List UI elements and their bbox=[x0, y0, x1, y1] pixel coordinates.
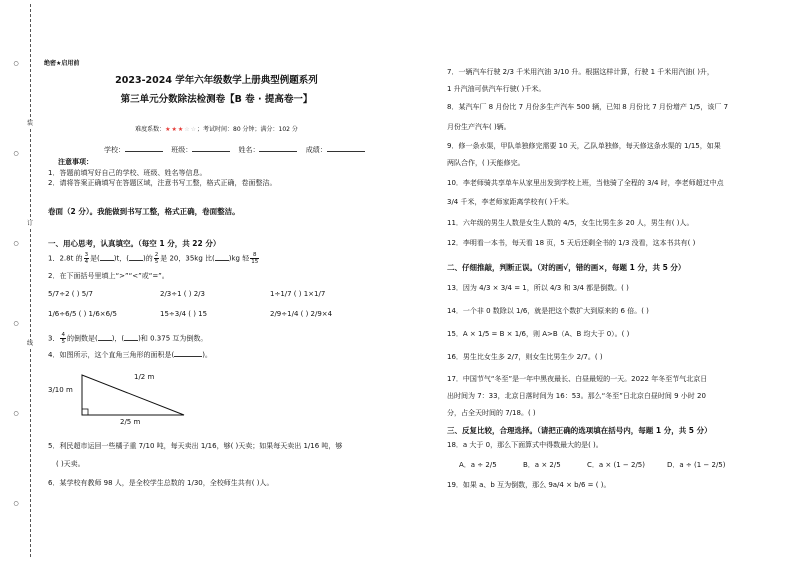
info-line bbox=[104, 145, 365, 155]
difficulty-stars: ★★★☆☆ bbox=[165, 126, 197, 133]
binding-circle: ○ bbox=[13, 60, 19, 67]
q2-item: 2/9÷1/4 ( ) 2/9×4 bbox=[270, 310, 333, 318]
paper-title: 2023-2024 学年六年级数学上册典型例题系列 bbox=[115, 75, 318, 86]
notes-title: 注意事项： bbox=[58, 158, 93, 166]
question-10-cont: 3/4 千米，李老师家距离学校有( )千米。 bbox=[447, 198, 574, 206]
paper-subtitle: 第三单元分数除法检测卷【B 卷 · 提高卷一】 bbox=[120, 94, 313, 105]
section2-title: 二、仔细推敲，判断正误。（对的画√，错的画×，每题 1 分，共 5 分） bbox=[447, 263, 686, 272]
note-item: 2．请将答案正确填写在答题区域，注意书写工整，格式正确，卷面整洁。 bbox=[48, 179, 277, 187]
question-8-cont: 月份生产汽车( )辆。 bbox=[447, 123, 511, 131]
time-score: ；考试时间：80 分钟；满分：102 分 bbox=[197, 126, 298, 133]
difficulty-line bbox=[44, 124, 389, 133]
binding-circle: ○ bbox=[13, 150, 19, 157]
q2-item: 2/3÷1 ( ) 2/3 bbox=[160, 290, 205, 298]
question-19: 19．如果 a、b 互为倒数，那么 9a/4 × b/6 = ( )。 bbox=[447, 481, 611, 489]
question-18: 18．a 大于 0，那么下面算式中得数最大的是( )。 bbox=[447, 441, 603, 449]
question-6: 6．某学校有教师 98 人，是全校学生总数的 1/30，全校师生共有( )人。 bbox=[48, 479, 274, 487]
difficulty-label: 难度系数： bbox=[135, 126, 166, 133]
q18-option-a: A．a ÷ 2/5 bbox=[459, 461, 497, 469]
binding-dashed-line bbox=[30, 4, 31, 557]
score-label: 成绩： bbox=[305, 146, 327, 154]
question-15: 15．A × 1/5 = B × 1/6，则 A>B（A、B 均大于 0）。( ) bbox=[447, 330, 630, 338]
binding-margin bbox=[0, 0, 42, 561]
question-17-cont: 出时间为 7：33，北京日落时间为 16：53。那么“冬至”日北京白昼时间 9 小时 20 bbox=[447, 392, 706, 400]
section1-title: 一、用心思考，认真填空。（每空 1 分，共 22 分） bbox=[48, 239, 221, 248]
binding-label-zhuang: 装 bbox=[24, 120, 36, 127]
question-4: 4．如图所示，这个直角三角形的面积是( )。 bbox=[48, 351, 212, 359]
q2-item: 15÷3/4 ( ) 15 bbox=[160, 310, 208, 318]
binding-circle: ○ bbox=[13, 320, 19, 327]
question-16: 16．男生比女生多 2/7，则女生比男生少 2/7。( ) bbox=[447, 353, 603, 361]
question-17: 17．中国节气“冬至”是一年中黑夜最长、白昼最短的一天。2022 年冬至节气北京日 bbox=[447, 375, 708, 383]
class-label: 班级： bbox=[171, 146, 193, 154]
question-14: 14．一个非 0 数除以 1/6，就是把这个数扩大到原来的 6 倍。( ) bbox=[447, 307, 649, 315]
q2-item: 5/7÷2 ( ) 5/7 bbox=[48, 290, 93, 298]
question-5: 5．利民超市运回一些橘子重 7/10 吨，每天卖出 1/16，够( )天卖；如果每天卖出 1/16 吨，够 bbox=[48, 442, 343, 450]
question-3: 3． $\frac{4}{5}$ 的倒数是( )，( )和 0.375 互为倒数。 bbox=[48, 332, 208, 345]
q18-option-c: C．a × (1 − 2/5) bbox=[587, 461, 645, 469]
school-label: 学校： bbox=[104, 146, 125, 154]
triangle-side-b: 1/2 m bbox=[134, 373, 155, 381]
q18-option-d: D．a ÷ (1 − 2/5) bbox=[667, 461, 726, 469]
question-7: 7．一辆汽车行驶 2/3 千米用汽油 3/10 升。根据这样计算，行驶 1 千米用汽油( )升， bbox=[447, 68, 714, 76]
name-label: 姓名： bbox=[238, 146, 260, 154]
question-13: 13．因为 4/3 × 3/4 = 1，所以 4/3 和 3/4 都是倒数。( ) bbox=[447, 284, 629, 292]
binding-label-ding: 订 bbox=[24, 220, 36, 227]
triangle-side-a: 3/10 m bbox=[48, 386, 73, 394]
question-7-cont: 1 升汽油可供汽车行驶( )千米。 bbox=[447, 85, 546, 93]
paper-score-note: 卷面（2 分）。我能做到书写工整，格式正确，卷面整洁。 bbox=[48, 207, 240, 216]
secret-mark: 绝密★启用前 bbox=[44, 60, 80, 67]
question-8: 8．某汽车厂 8 月份比 7 月份多生产汽车 500 辆，已知 8 月份比 7 月份增产 1/5，该厂 7 bbox=[447, 103, 729, 111]
question-1: 1．2.8t 的 $\frac{3}{4}$ 是( )t，( )的 $\frac{2}{5}$ 是 20，35kg 比( )kg 轻 $\frac{8}{15}$ bbox=[48, 252, 259, 265]
question-12: 12．李明看一本书，每天看 18 页，5 天后还剩全书的 1/3 没看，这本书共有( ) bbox=[447, 239, 696, 247]
triangle-side-c: 2/5 m bbox=[120, 418, 141, 426]
q2-item: 1÷1/7 ( ) 1×1/7 bbox=[270, 290, 326, 298]
question-9: 9．修一条水渠，甲队单独修完需要 10 天，乙队单独修，每天修这条水渠的 1/15，如果 bbox=[447, 142, 721, 150]
right-page bbox=[447, 0, 782, 561]
question-11: 11．六年级的男生人数是女生人数的 4/5，女生比男生多 20 人，男生有( )人。 bbox=[447, 219, 694, 227]
question-10: 10．李老师骑共享单车从家里出发到学校上班，当他骑了全程的 3/4 时，李老师超过中点 bbox=[447, 179, 724, 187]
section3-title: 三、反复比较，合理选择。（请把正确的选项填在括号内，每题 1 分，共 5 分） bbox=[447, 426, 712, 435]
q2-item: 1/6÷6/5 ( ) 1/6×6/5 bbox=[48, 310, 117, 318]
question-9-cont: 两队合作，( )天能修完。 bbox=[447, 159, 525, 167]
binding-circle: ○ bbox=[13, 500, 19, 507]
question-17-cont: 分，占全天时间的 7/18。( ) bbox=[447, 409, 536, 417]
question-5-cont: ( )天卖。 bbox=[56, 460, 85, 468]
question-2: 2．在下面括号里填上“>”“<”或“=”。 bbox=[48, 272, 169, 280]
left-page bbox=[44, 0, 389, 561]
note-item: 1．答题前填写好自己的学校、班级、姓名等信息。 bbox=[48, 169, 207, 177]
binding-circle: ○ bbox=[13, 240, 19, 247]
binding-circle: ○ bbox=[13, 410, 19, 417]
q18-option-b: B．a × 2/5 bbox=[523, 461, 561, 469]
binding-label-xian: 线 bbox=[24, 340, 36, 347]
